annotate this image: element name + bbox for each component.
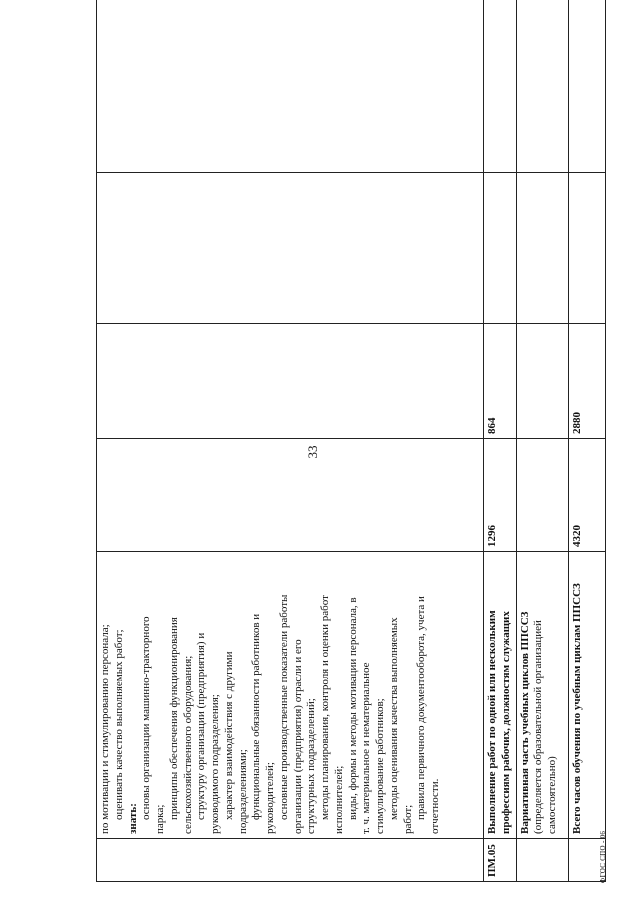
variable-part-title: Вариативная часть учебных циклов ППССЗ — [518, 611, 531, 834]
module-code-cell: ПМ.05 — [484, 839, 517, 882]
total-hours-max-cell: 4320 — [568, 439, 605, 552]
description-line: подразделениями; — [236, 749, 249, 834]
description-line: оценивать качество выполняемых работ; — [112, 629, 125, 820]
competency-codes-cell — [97, 0, 484, 173]
discipline-cell — [484, 173, 517, 324]
description-line: т. ч. материальное и нематериальное — [360, 662, 373, 834]
description-line: руководителей; — [264, 762, 276, 834]
discipline-cell — [516, 173, 568, 324]
total-hours-class-cell: 2880 — [568, 324, 605, 439]
page-number: 33 — [305, 445, 320, 459]
curriculum-table — [96, 0, 606, 882]
hours-class-cell — [97, 324, 484, 439]
description-lines — [99, 556, 443, 834]
discipline-cell — [568, 173, 605, 324]
competency-codes-cell — [568, 0, 605, 173]
description-line: основные производственные показатели работы — [277, 594, 290, 820]
description-line: сельскохозяйственного оборудования; — [181, 655, 194, 834]
description-line: принципы обеспечения функционирования — [167, 617, 180, 820]
description-line: методы планирования, контроля и оценки работ — [319, 595, 331, 820]
description-line: методы оценивания качества выполняемых — [387, 617, 400, 820]
description-line: основы организации машинно-тракторного — [140, 616, 153, 820]
table-row — [568, 0, 605, 882]
hours-max-cell — [516, 439, 568, 552]
footer-document-code: ФГОС СПО - 06 — [599, 830, 607, 884]
module-title-cell: Выполнение работ по одной или нескольким профессиям рабочих, должностям служащих — [484, 552, 517, 839]
hours-max-cell: 1296 — [484, 439, 517, 552]
description-line: по мотивации и стимулированию персонала; — [99, 624, 111, 834]
description-line: стимулирование работников; — [374, 698, 386, 834]
competency-description-cell — [97, 552, 484, 839]
description-line: знать: — [126, 803, 139, 834]
description-line: структурных подразделений; — [305, 698, 318, 834]
table-sheet — [96, 34, 600, 882]
hours-class-cell — [516, 324, 568, 439]
table-row — [516, 0, 568, 882]
description-line: структуру организации (предприятия) и — [195, 632, 208, 820]
competency-codes-cell — [516, 0, 568, 173]
description-line: руководимого подразделения; — [209, 694, 221, 834]
hours-max-cell — [97, 439, 484, 552]
competency-codes-cell — [484, 0, 517, 173]
variable-part-cell — [516, 552, 568, 839]
description-line: отчетности. — [429, 778, 441, 834]
table-row — [97, 0, 484, 882]
description-line: исполнителей; — [332, 765, 345, 834]
description-line: характер взаимодействия с другими — [222, 651, 235, 820]
description-line: функциональные обязанности работников и — [250, 613, 263, 820]
description-line: организации (предприятия) отрасли и его — [291, 639, 304, 834]
total-hours-label-cell: Всего часов обучения по учебным циклам ППССЗ — [568, 552, 605, 839]
module-code-cell — [97, 839, 484, 882]
description-line: работ; — [401, 804, 414, 834]
discipline-cell — [97, 173, 484, 324]
rotated-table-container — [96, 34, 600, 882]
description-line: правила первичного документооборота, учета и — [415, 596, 428, 820]
module-code-cell — [516, 839, 568, 882]
table-row — [484, 0, 517, 882]
variable-part-note: (определяется образовательной организацией самостоятельно) — [532, 620, 558, 834]
description-line: виды, формы и методы мотивации персонала, в — [346, 597, 359, 820]
description-line: парка; — [154, 804, 166, 834]
hours-class-cell: 864 — [484, 324, 517, 439]
